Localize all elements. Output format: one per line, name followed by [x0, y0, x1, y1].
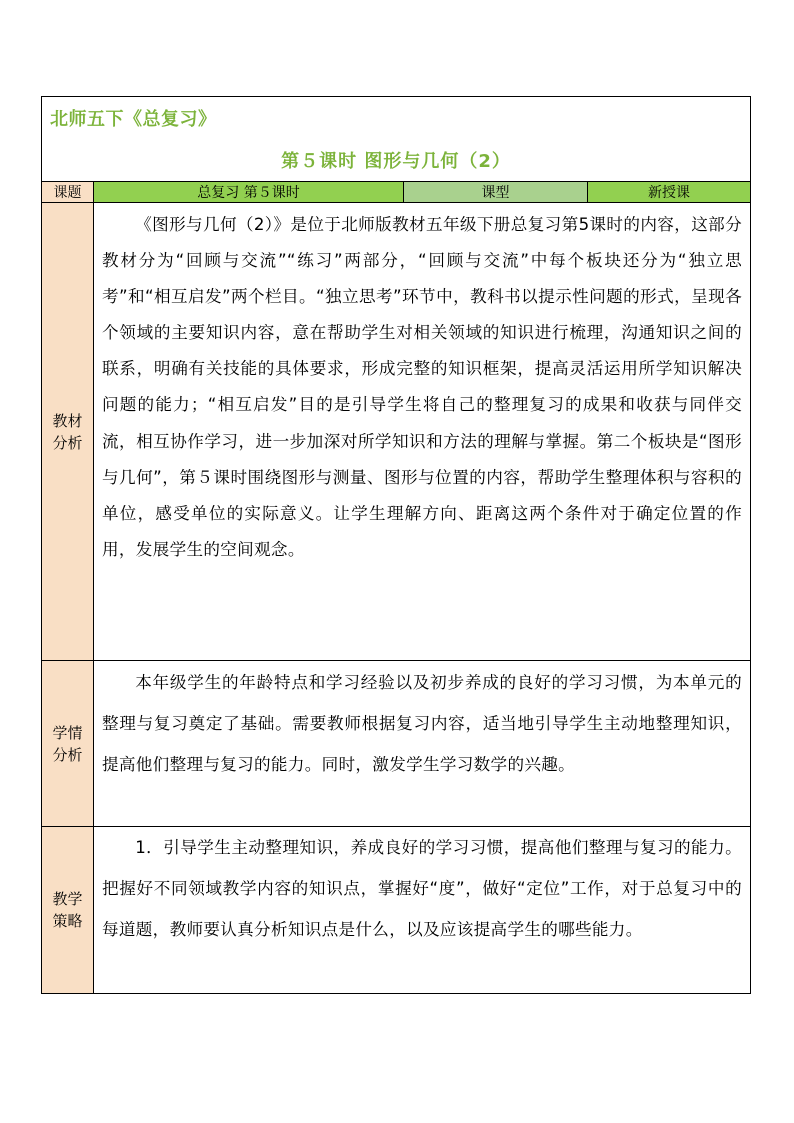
student-analysis-text: 本年级学生的年龄特点和学习经验以及初步养成的良好的学习习惯，为本单元的整理与复习奠定了基础。需要教师根据复习内容，适当地引导学生主动地整理知识，提高他们整理与复习的能力。同时，激发学生学习数学的兴趣。 [102, 673, 742, 774]
teaching-strategy-label: 教学策略 [52, 890, 83, 930]
student-analysis-section [42, 661, 750, 827]
type-label: 课型 [404, 182, 588, 202]
info-row [42, 181, 750, 203]
lesson-title: 第５课时 图形与几何（2） [281, 151, 511, 172]
textbook-analysis-text: 《图形与几何（2）》是位于北师版教材五年级下册总复习第5课时的内容，这部分教材分为“回顾与交流”“练习”两部分，“回顾与交流”中每个板块还分为“独立思考”和“相互启发”两个栏目。“独立思考”环节中，教科书以提示性问题的形式，呈现各个领域的主要知识内容，意在帮助学生对相关领域的知识进行梳理，沟通知识之间的联系，明确有关技能的具体要求，形成完整的知识框架，提高灵活运用所学知识解决问题的能力；“相互启发”目的是引导学生将自己的整理复习的成果和收获与同伴交流，相互协作学习，进一步加深对所学知识和方法的理解与掌握。第二个板块是“图形与几何”，第５课时围绕图形与测量、图形与位置的内容，帮助学生整理体积与容积的单位，感受单位的实际意义。让学生理解方向、距离这两个条件对于确定位置的作用，发展学生的空间观念。 [102, 215, 742, 559]
teaching-strategy-section [42, 827, 750, 993]
lesson-plan-table [41, 96, 751, 994]
textbook-analysis-label: 教材分析 [52, 411, 83, 452]
section-body [94, 827, 750, 993]
series-title: 北师五下《总复习》 [50, 109, 217, 130]
section-label [42, 661, 94, 826]
section-label [42, 203, 94, 660]
title-block [42, 97, 750, 181]
section-label [42, 827, 94, 993]
topic-label: 课题 [42, 182, 94, 202]
section-body [94, 661, 750, 826]
textbook-analysis-section [42, 203, 750, 661]
teaching-strategy-text: 1．引导学生主动整理知识，养成良好的学习习惯，提高他们整理与复习的能力。把握好不同领域教学内容的知识点，掌握好“度”，做好“定位”工作，对于总复习中的每道题，教师要认真分析知识点是什么，以及应该提高学生的哪些能力。 [102, 838, 742, 939]
type-value: 新授课 [588, 182, 750, 202]
student-analysis-label: 学情分析 [52, 723, 83, 764]
section-body [94, 203, 750, 660]
topic-value: 总复习 第５课时 [94, 182, 404, 202]
